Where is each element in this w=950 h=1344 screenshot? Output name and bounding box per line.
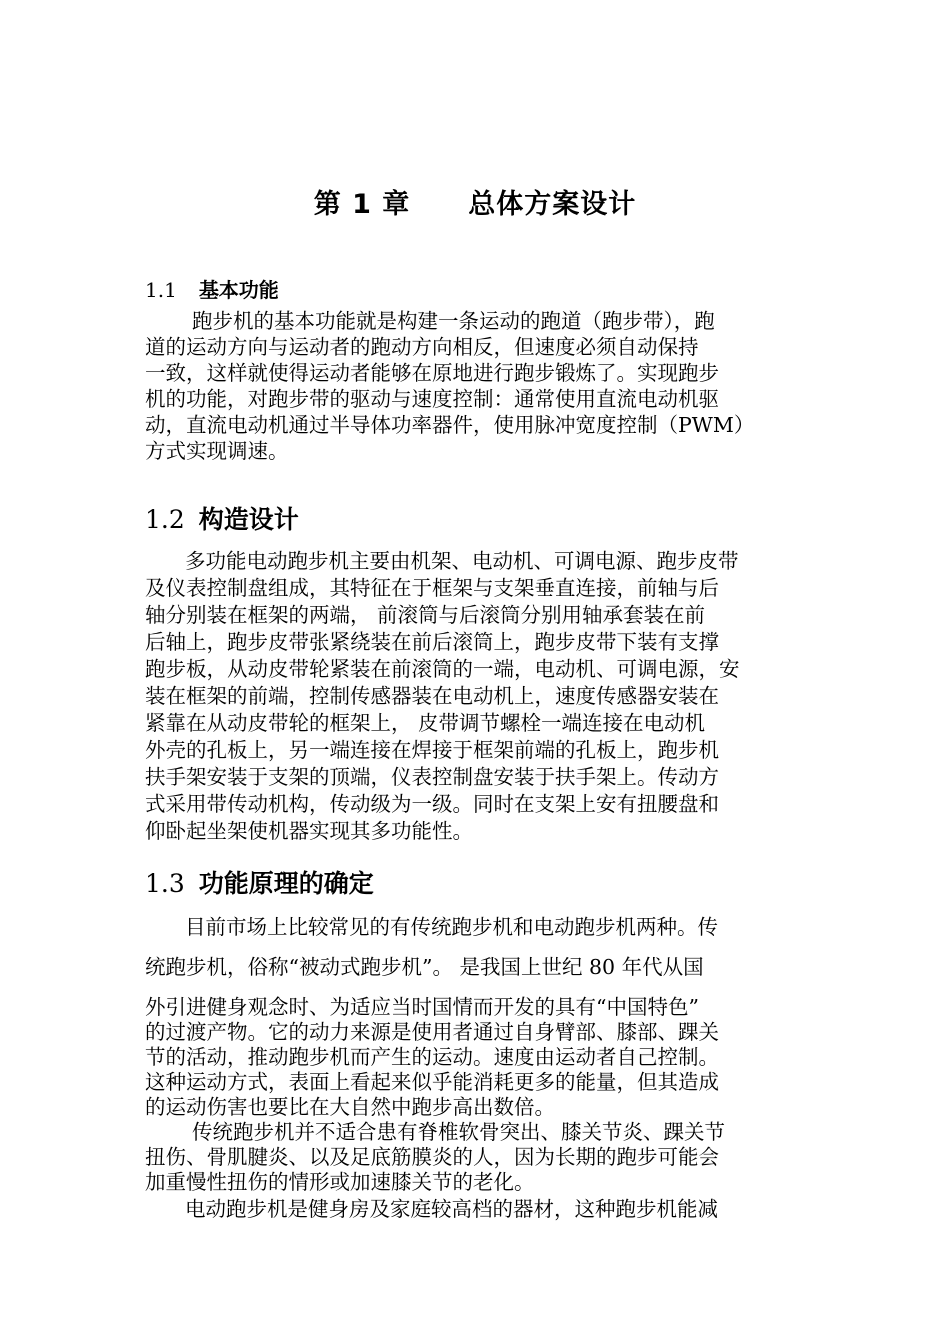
paragraph-line: 轴分别装在框架的两端， 前滚筒与后滚筒分别用轴承套装在前 <box>145 603 706 627</box>
paragraph-line: 跑步板，从动皮带轮紧装在前滚筒的一端，电动机、可调电源，安 <box>145 657 740 681</box>
paragraph-line: 目前市场上比较常见的有传统跑步机和电动跑步机两种。传 <box>185 915 718 939</box>
paragraph-line: 这种运动方式，表面上看起来似乎能消耗更多的能量，但其造成 <box>145 1070 719 1094</box>
paragraph-line: 电动跑步机是健身房及家庭较高档的器材，这种跑步机能减 <box>185 1197 718 1221</box>
chapter-title <box>0 182 950 221</box>
paragraph-line: 道的运动方向与运动者的跑动方向相反，但速度必须自动保持 <box>145 335 699 359</box>
paragraph-line: 动，直流电动机通过半导体功率器件，使用脉冲宽度控制（PWM） <box>145 413 755 437</box>
paragraph-line: 统跑步机，俗称“被动式跑步机”。 是我国上世纪 80 年代从国 <box>145 955 704 979</box>
chapter-number: 第 1 章 <box>313 189 411 220</box>
section-1-heading <box>145 274 279 303</box>
paragraph-line: 方式实现调速。 <box>145 439 289 463</box>
paragraph-line: 及仪表控制盘组成，其特征在于框架与支架垂直连接，前轴与后 <box>145 576 719 600</box>
paragraph-line: 扭伤、骨肌腱炎、以及足底筋膜炎的人，因为长期的跑步可能会 <box>145 1145 719 1169</box>
section-2-heading <box>145 500 299 536</box>
paragraph-line: 装在框架的前端，控制传感器装在电动机上，速度传感器安装在 <box>145 684 719 708</box>
paragraph-line: 节的活动，推动跑步机而产生的运动。速度由运动者自己控制。 <box>145 1045 719 1069</box>
section-title: 基本功能 <box>198 278 279 302</box>
section-3-heading <box>145 864 374 900</box>
paragraph-line: 仰卧起坐架使机器实现其多功能性。 <box>145 819 473 843</box>
section-number: 1.2 <box>145 505 185 534</box>
paragraph-line: 一致，这样就使得运动者能够在原地进行跑步锻炼了。实现跑步 <box>145 361 719 385</box>
paragraph-line: 的过渡产物。它的动力来源是使用者通过自身臂部、膝部、踝关 <box>145 1020 719 1044</box>
paragraph-line: 多功能电动跑步机主要由机架、电动机、可调电源、跑步皮带 <box>185 549 739 573</box>
paragraph-line: 扶手架安装于支架的顶端，仪表控制盘安装于扶手架上。传动方 <box>145 765 719 789</box>
paragraph-line: 后轴上，跑步皮带张紧绕装在前后滚筒上，跑步皮带下装有支撑 <box>145 630 719 654</box>
paragraph-line: 加重慢性扭伤的情形或加速膝关节的老化。 <box>145 1170 535 1194</box>
paragraph-line: 式采用带传动机构，传动级为一级。同时在支架上安有扭腰盘和 <box>145 792 719 816</box>
section-number: 1.3 <box>145 869 185 898</box>
section-title: 构造设计 <box>198 505 299 534</box>
chapter-name: 总体方案设计 <box>468 189 637 220</box>
paragraph-line: 外引进健身观念时、为适应当时国情而开发的具有“中国特色” <box>145 995 699 1019</box>
paragraph-line: 紧靠在从动皮带轮的框架上， 皮带调节螺栓一端连接在电动机 <box>145 711 706 735</box>
paragraph-line: 跑步机的基本功能就是构建一条运动的跑道（跑步带），跑 <box>192 309 715 333</box>
paragraph-line: 传统跑步机并不适合患有脊椎软骨突出、膝关节炎、踝关节 <box>192 1120 725 1144</box>
paragraph-line: 机的功能，对跑步带的驱动与速度控制：通常使用直流电动机驱 <box>145 387 719 411</box>
paragraph-line: 的运动伤害也要比在大自然中跑步高出数倍。 <box>145 1095 555 1119</box>
section-title: 功能原理的确定 <box>198 869 374 898</box>
paragraph-line: 外壳的孔板上，另一端连接在焊接于框架前端的孔板上，跑步机 <box>145 738 719 762</box>
section-number: 1.1 <box>145 278 177 302</box>
